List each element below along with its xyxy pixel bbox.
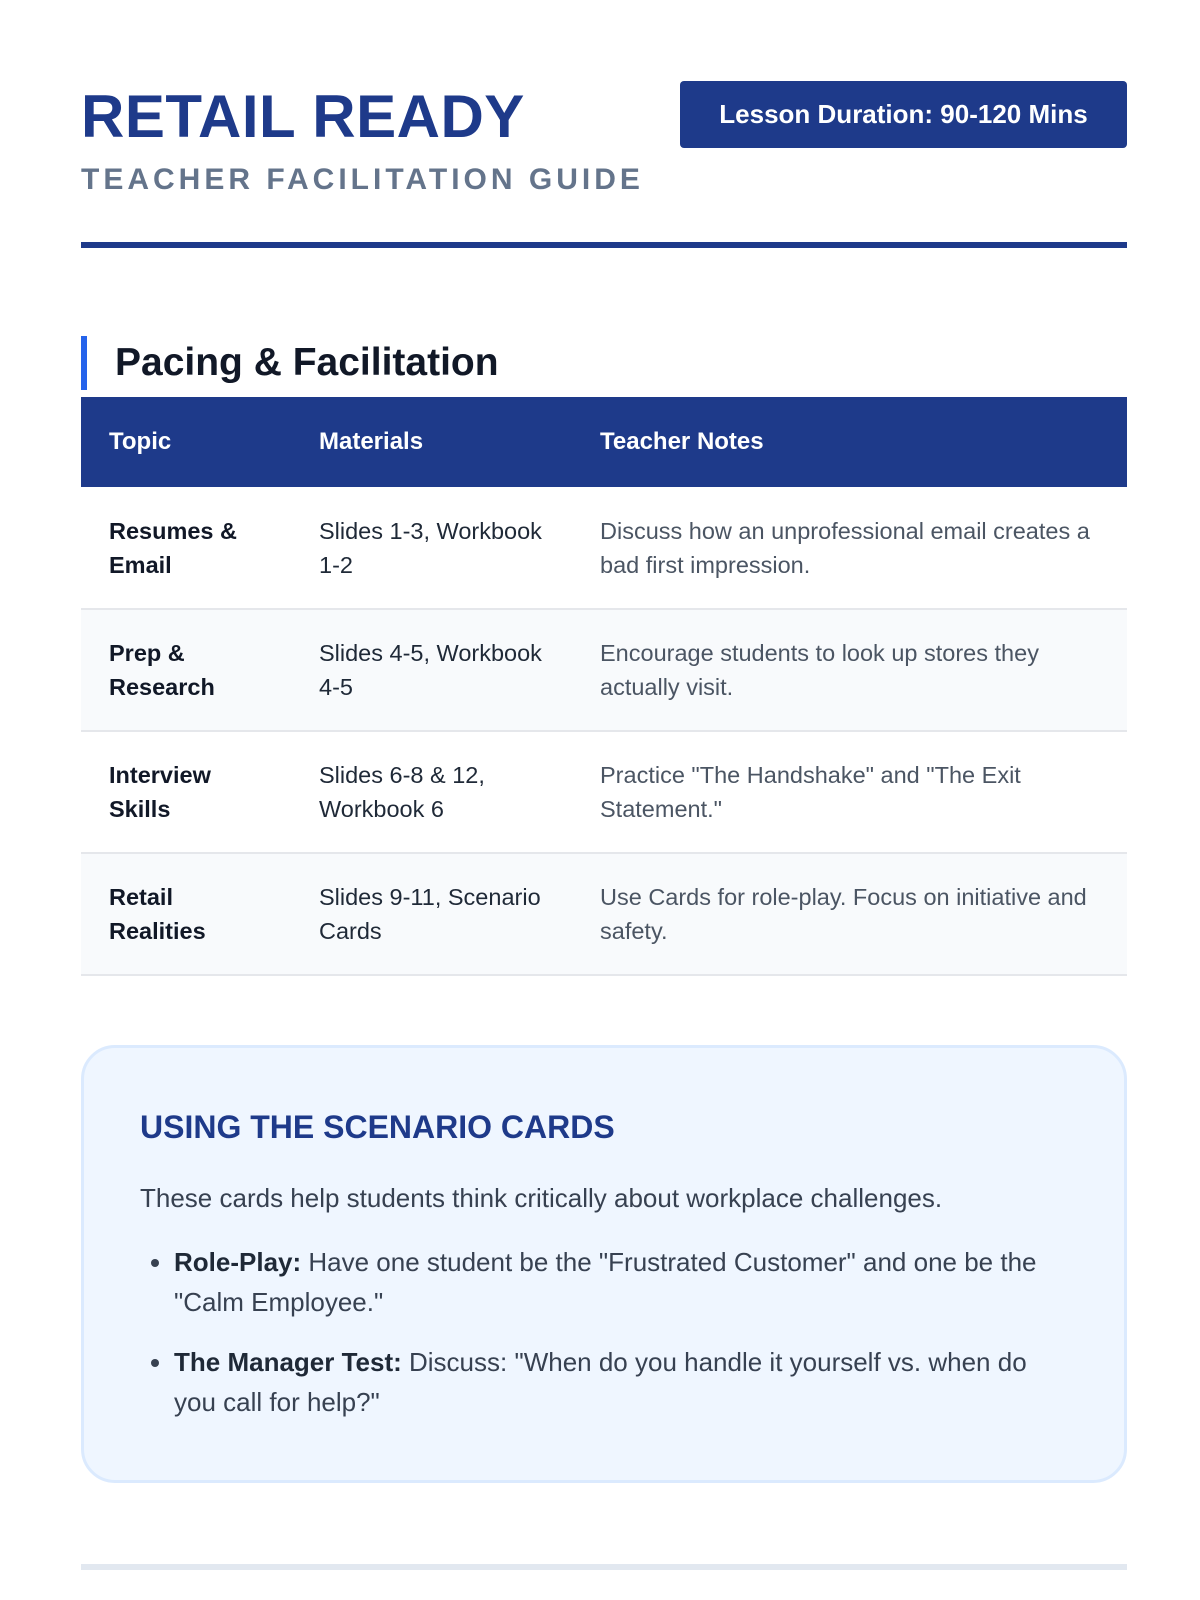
list-item-label: The Manager Test:	[174, 1347, 402, 1377]
callout-intro: These cards help students think critically about workplace challenges.	[140, 1183, 943, 1213]
guide-page	[81, 0, 1127, 1417]
materials-cell: Slides 4-5, Workbook 4-5	[291, 609, 572, 731]
callout-list	[140, 1242, 1068, 1422]
list-item-label: Role-Play:	[174, 1247, 302, 1277]
scenario-cards-callout	[81, 1045, 1127, 1483]
list-item-text: Discuss: "When do you handle it yourself vs. when do you call for help?"	[174, 1347, 1027, 1417]
list-item	[174, 1242, 1068, 1322]
materials-cell: Slides 1-3, Workbook 1-2	[291, 487, 572, 609]
callout-title: USING THE SCENARIO CARDS	[140, 1109, 615, 1145]
column-header-materials: Materials	[319, 428, 424, 455]
notes-cell: Discuss how an unprofessional email creates a bad first impression.	[572, 487, 1127, 609]
table-row	[81, 731, 1127, 853]
list-item-text: Have one student be the "Frustrated Customer" and one be the "Calm Employee."	[174, 1247, 1037, 1317]
header-divider	[81, 242, 1127, 248]
footer-divider	[81, 1564, 1127, 1570]
column-header-topic: Topic	[109, 428, 172, 455]
table-header-row	[81, 397, 1127, 487]
table-row	[81, 609, 1127, 731]
list-item	[174, 1342, 1068, 1422]
section-heading-pacing: Pacing & Facilitation	[81, 336, 499, 390]
column-header-teacher-notes: Teacher Notes	[600, 428, 764, 455]
table-row	[81, 487, 1127, 609]
guide-header	[81, 0, 1127, 250]
page-subtitle: TEACHER FACILITATION GUIDE	[81, 163, 644, 196]
notes-cell: Practice "The Handshake" and "The Exit Statement."	[572, 731, 1127, 853]
page-title: RETAIL READY	[81, 83, 525, 150]
table-row	[81, 853, 1127, 975]
notes-cell: Encourage students to look up stores they actually visit.	[572, 609, 1127, 731]
topic-cell: Retail Realities	[81, 853, 291, 975]
materials-cell: Slides 6-8 & 12, Workbook 6	[291, 731, 572, 853]
materials-cell: Slides 9-11, Scenario Cards	[291, 853, 572, 975]
topic-cell: Resumes & Email	[81, 487, 291, 609]
notes-cell: Use Cards for role-play. Focus on initiative and safety.	[572, 853, 1127, 975]
pacing-table	[81, 397, 1127, 976]
topic-cell: Interview Skills	[81, 731, 291, 853]
lesson-duration-badge: Lesson Duration: 90-120 Mins	[680, 81, 1127, 148]
topic-cell: Prep & Research	[81, 609, 291, 731]
